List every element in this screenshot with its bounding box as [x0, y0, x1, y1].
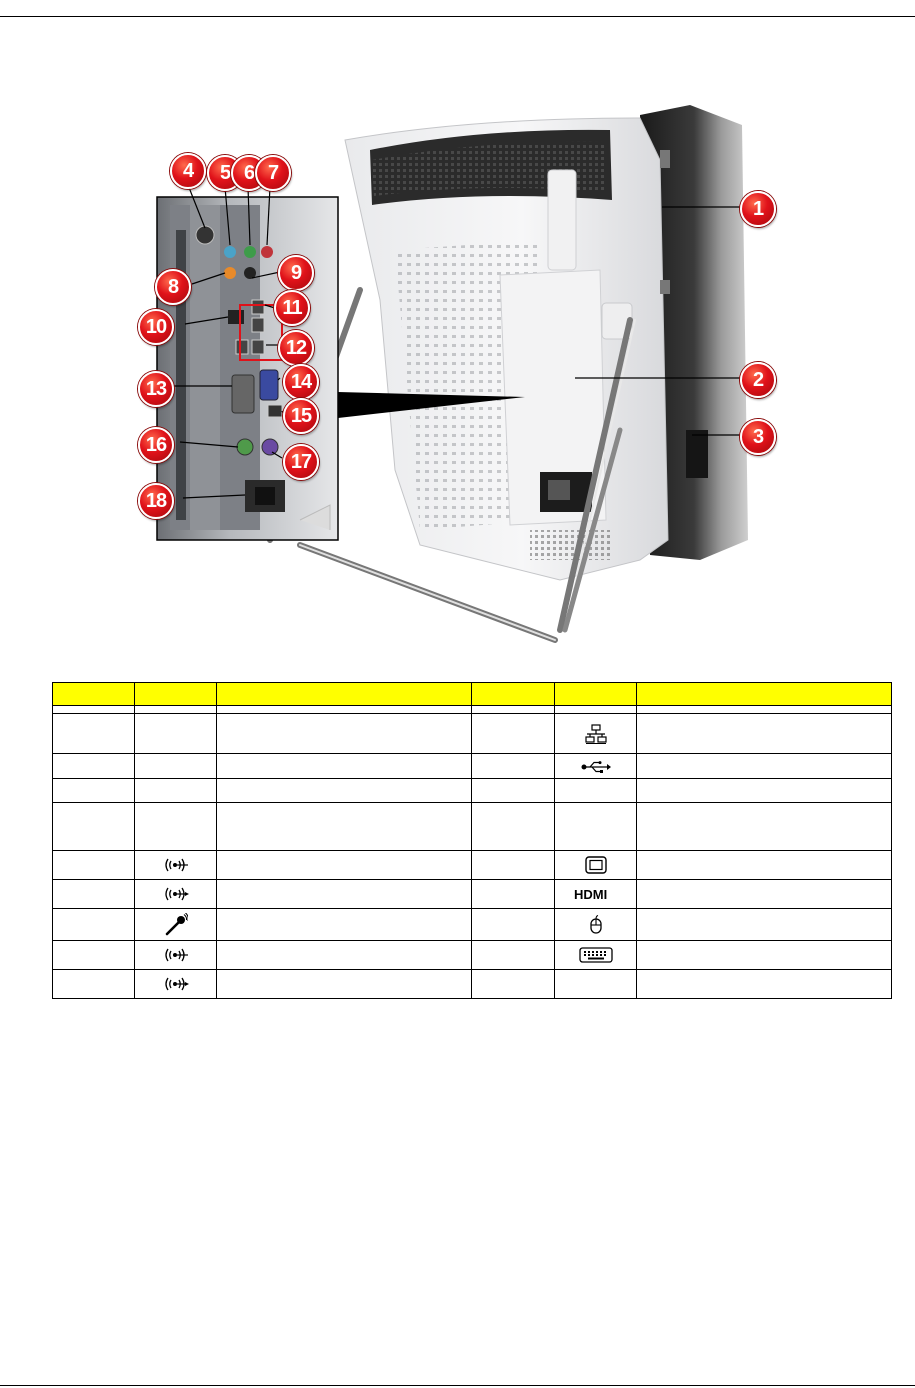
callout-7: 7 — [255, 155, 291, 191]
header-cell — [637, 683, 892, 706]
rear-housing — [345, 105, 748, 580]
header-cell — [53, 683, 135, 706]
hdmi-text: HDMI — [573, 887, 607, 902]
table-row — [53, 754, 892, 779]
mouse-icon — [589, 915, 603, 935]
hdmi-icon — [574, 887, 618, 901]
callout-2: 2 — [740, 362, 776, 398]
table-header-row — [53, 683, 892, 706]
table-row — [53, 941, 892, 970]
header-cell — [472, 683, 555, 706]
callout-16: 16 — [138, 427, 174, 463]
callout-1: 1 — [740, 191, 776, 227]
vga-monitor-icon — [585, 856, 607, 874]
table-row — [53, 880, 892, 909]
rear-panel-table — [52, 682, 892, 999]
callout-4: 4 — [170, 153, 206, 189]
table-row — [53, 779, 892, 803]
callout-18: 18 — [138, 483, 174, 519]
callout-12: 12 — [278, 330, 314, 366]
computer-rear-illustration — [0, 0, 915, 670]
table-row — [53, 970, 892, 999]
table-row — [53, 714, 892, 754]
line-out-icon — [163, 886, 189, 902]
table-row — [53, 803, 892, 851]
table-separator-row — [53, 706, 892, 714]
keyboard-icon — [579, 947, 613, 963]
callout-15: 15 — [283, 398, 319, 434]
callout-10: 10 — [138, 309, 174, 345]
callout-6: 6 — [231, 155, 267, 191]
callout-5: 5 — [207, 155, 243, 191]
line-in-icon — [163, 947, 189, 963]
footer-rule — [0, 1385, 915, 1386]
header-cell — [217, 683, 472, 706]
line-in-icon — [163, 857, 189, 873]
callout-17: 17 — [283, 444, 319, 480]
callout-9: 9 — [278, 255, 314, 291]
callout-11: 11 — [274, 290, 310, 326]
microphone-icon — [164, 913, 188, 937]
callout-8: 8 — [155, 269, 191, 305]
header-cell — [135, 683, 217, 706]
line-out-icon — [163, 976, 189, 992]
callout-13: 13 — [138, 371, 174, 407]
callout-3: 3 — [740, 419, 776, 455]
rear-view-figure — [0, 0, 915, 670]
table-row — [53, 851, 892, 880]
usb-icon — [581, 761, 611, 773]
table-row — [53, 909, 892, 941]
network-icon — [585, 724, 607, 744]
header-cell — [555, 683, 637, 706]
callout-14: 14 — [283, 364, 319, 400]
